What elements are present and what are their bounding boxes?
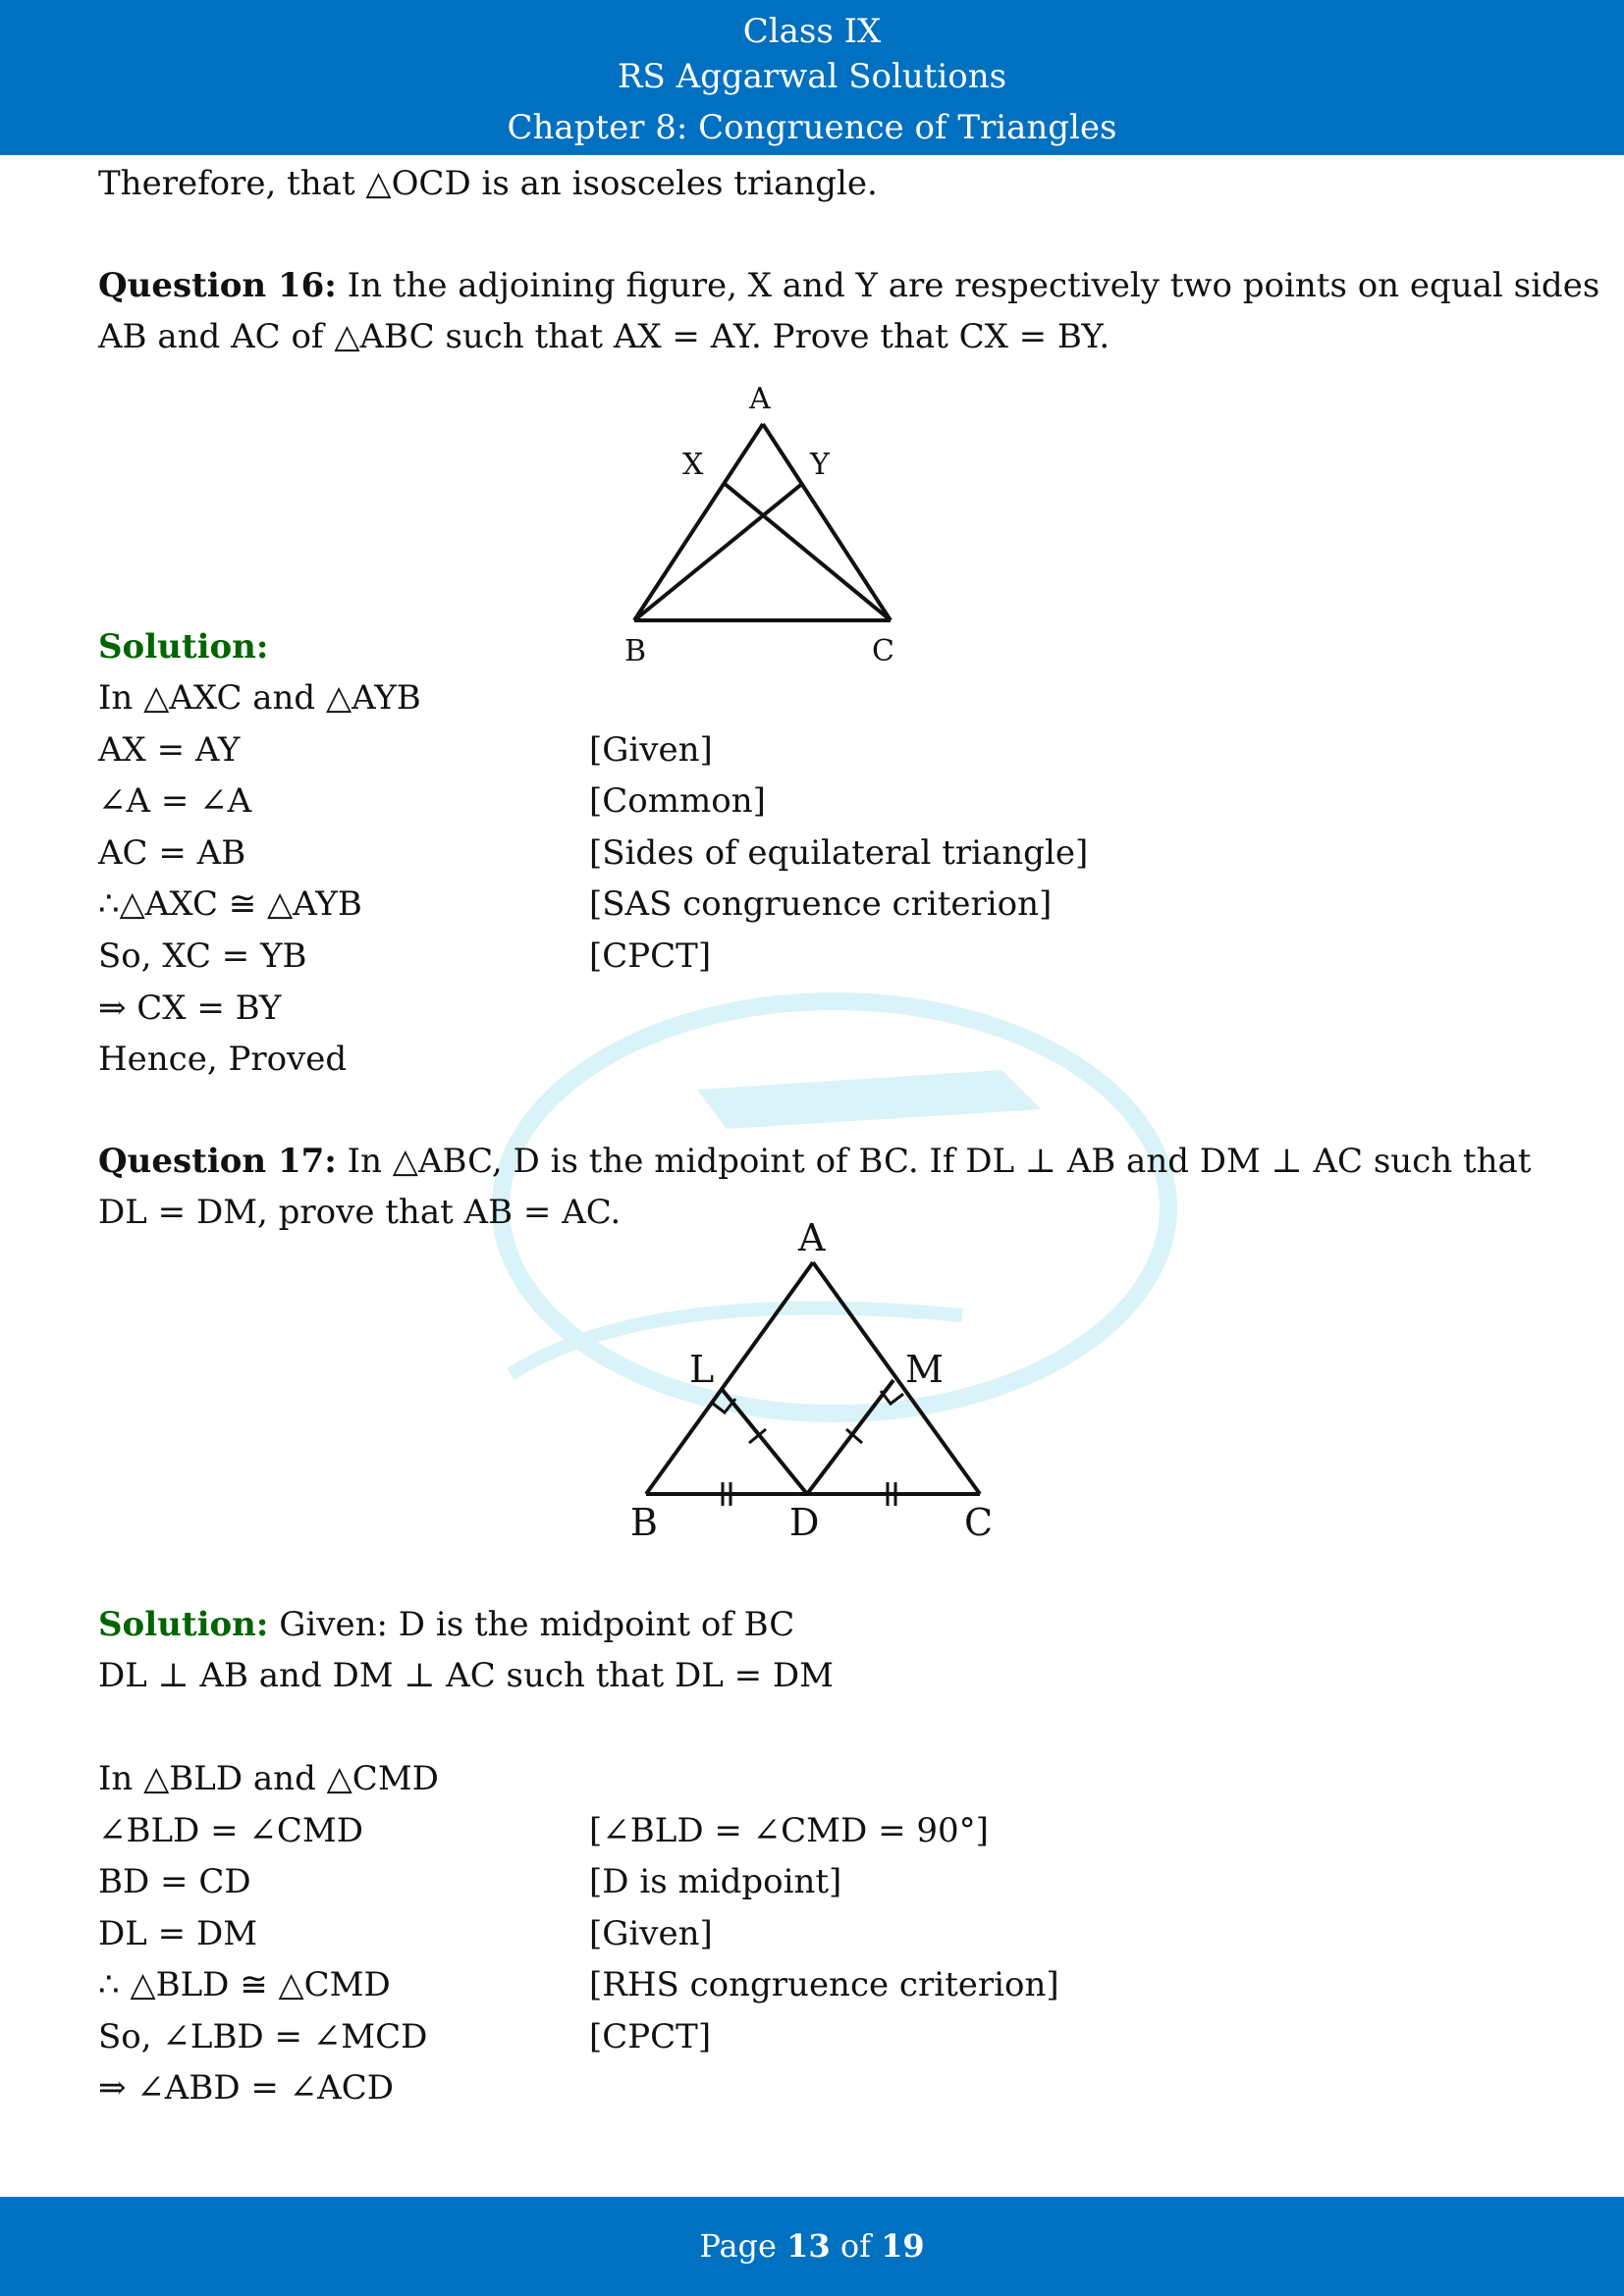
q16-step-2: ∠A = ∠A xyxy=(98,781,252,821)
question-17-line1 xyxy=(98,1140,1531,1183)
chapter-title: Chapter 8: Congruence of Triangles xyxy=(507,108,1117,147)
page-number: 13 xyxy=(786,2227,831,2265)
q17-step-3: DL = DM xyxy=(98,1914,258,1953)
question-16-label: Question 16: xyxy=(98,266,337,305)
q16-reason-3: [Sides of equilateral triangle] xyxy=(589,833,1089,873)
vertex-c-label: C xyxy=(872,634,894,668)
solution-16-label: Solution: xyxy=(98,627,269,667)
q16-step-7: Hence, Proved xyxy=(98,1040,348,1079)
q16-reason-4: [SAS congruence criterion] xyxy=(589,884,1053,924)
q17-reason-1: [∠BLD = ∠CMD = 90°] xyxy=(589,1811,989,1850)
q17-reason-2: [D is midpoint] xyxy=(589,1862,842,1901)
point-m-label: M xyxy=(905,1348,944,1391)
q16-reason-1: [Given] xyxy=(589,730,713,770)
page-header xyxy=(0,0,1624,155)
segment-yb xyxy=(634,483,803,620)
q17-step-4: ∴ △BLD ≅ △CMD xyxy=(98,1965,391,2004)
segment-dl xyxy=(722,1389,807,1494)
page-footer xyxy=(0,2197,1624,2296)
page-total: 19 xyxy=(881,2227,925,2265)
page-word: Page xyxy=(699,2227,777,2265)
solution-17-given-1: Given: D is the midpoint of BC xyxy=(279,1605,795,1644)
triangle-figure-q16 xyxy=(609,373,923,677)
question-17-line2: DL = DM, prove that AB = AC. xyxy=(98,1193,622,1232)
point-d-label: D xyxy=(789,1501,820,1544)
intro-line: Therefore, that △OCD is an isosceles triangle. xyxy=(98,164,878,203)
book-title: RS Aggarwal Solutions xyxy=(617,57,1007,96)
q17-step-0: In △BLD and △CMD xyxy=(98,1759,439,1798)
q17-reason-3: [Given] xyxy=(589,1914,713,1953)
vertex-b-label: B xyxy=(624,634,647,668)
q16-step-4: ∴△AXC ≅ △AYB xyxy=(98,884,362,924)
solution-17-label: Solution: xyxy=(98,1605,269,1644)
q16-step-3: AC = AB xyxy=(98,833,246,873)
point-x-label: X xyxy=(682,448,704,482)
class-label: Class IX xyxy=(742,12,882,51)
q16-step-1: AX = AY xyxy=(98,730,241,770)
point-l-label: L xyxy=(689,1348,715,1391)
q16-reason-5: [CPCT] xyxy=(589,936,712,976)
segment-dm xyxy=(807,1380,893,1494)
q17-step-2: BD = CD xyxy=(98,1862,251,1901)
triangle-figure-q17 xyxy=(609,1217,1021,1551)
q16-reason-2: [Common] xyxy=(589,781,766,821)
q17-reason-4: [RHS congruence criterion] xyxy=(589,1965,1059,2004)
side-ac xyxy=(813,1262,980,1494)
question-17-text-1: In △ABC, D is the midpoint of BC. If DL ⊥ AB and DM ⊥ AC such that xyxy=(347,1142,1532,1181)
side-ab xyxy=(646,1262,813,1494)
q16-step-0: In △AXC and △AYB xyxy=(98,678,421,718)
of-word: of xyxy=(839,2227,871,2265)
question-16-line2: AB and AC of △ABC such that AX = AY. Prove that CX = BY. xyxy=(98,317,1110,356)
vertex-a-label: A xyxy=(749,382,771,416)
vertex-b-label: B xyxy=(630,1501,658,1544)
q17-step-1: ∠BLD = ∠CMD xyxy=(98,1811,363,1850)
q17-reason-5: [CPCT] xyxy=(589,2017,712,2056)
segment-xc xyxy=(724,483,891,620)
q16-step-6: ⇒ CX = BY xyxy=(98,988,282,1028)
q17-step-6: ⇒ ∠ABD = ∠ACD xyxy=(98,2068,395,2108)
solution-17-given-2: DL ⊥ AB and DM ⊥ AC such that DL = DM xyxy=(98,1656,834,1695)
q16-step-5: So, XC = YB xyxy=(98,936,307,976)
question-16-text-1: In the adjoining figure, X and Y are respectively two points on equal sides xyxy=(347,266,1600,305)
point-y-label: Y xyxy=(810,448,830,482)
solution-17-line1 xyxy=(98,1603,794,1646)
question-16-line1 xyxy=(98,264,1599,307)
vertex-a-label: A xyxy=(798,1217,826,1259)
question-17-label: Question 17: xyxy=(98,1142,337,1181)
vertex-c-label: C xyxy=(964,1501,994,1544)
q17-step-5: So, ∠LBD = ∠MCD xyxy=(98,2017,428,2056)
